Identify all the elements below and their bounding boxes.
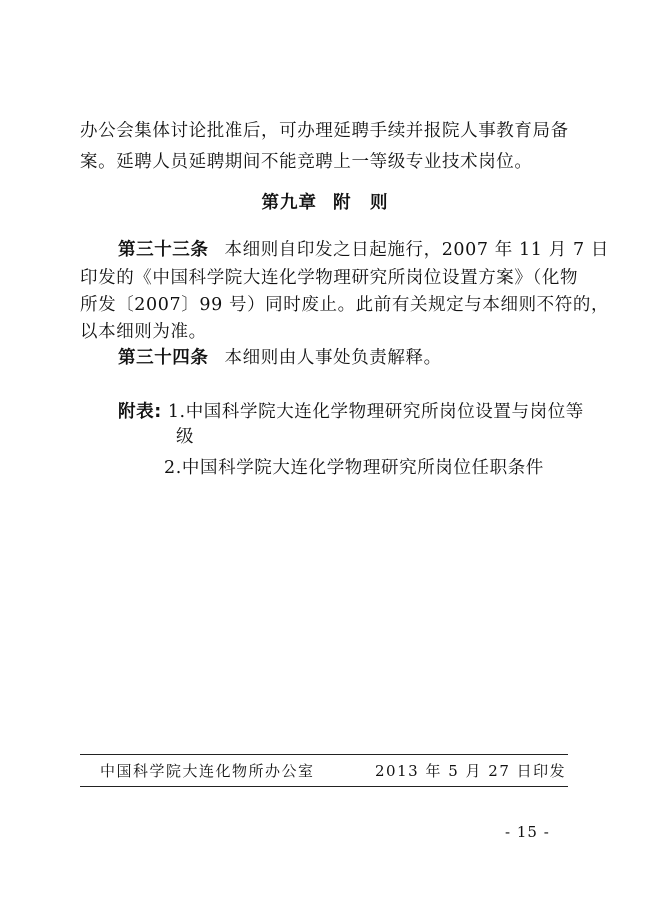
attachment-item-1 [118, 400, 584, 424]
paragraph-line: 办公会集体讨论批准后，可办理延聘手续并报院人事教育局备 [80, 121, 569, 141]
footer-date: 2013 年 5 月 27 日印发 [375, 762, 567, 780]
footer-top-rule [80, 754, 568, 755]
paragraph-line: 案。延聘人员延聘期间不能竞聘上一等级专业技术岗位。 [80, 152, 533, 172]
footer-bottom-rule [80, 786, 568, 787]
article-34-line [118, 346, 442, 370]
article-33-first-line [118, 238, 609, 262]
attachment-item-1-continuation: 级 [176, 427, 195, 447]
attachment-item-2: 2.中国科学院大连化学物理研究所岗位任职条件 [164, 458, 544, 478]
attachment-1-text: 1.中国科学院大连化学物理研究所岗位设置与岗位等 [167, 402, 584, 422]
paragraph-line: 所发〔2007〕99 号）同时废止。此前有关规定与本细则不符的， [80, 295, 610, 315]
paragraph-line: 印发的《中国科学院大连化学物理研究所岗位设置方案》（化物 [80, 268, 579, 288]
footer-issuer: 中国科学院大连化物所办公室 [100, 762, 315, 780]
attachments-label: 附表: [118, 402, 162, 422]
article-34-text: 本细则由人事处负责解释。 [224, 348, 442, 368]
article-33-text: 本细则自印发之日起施行，2007 年 11 月 7 日 [224, 240, 609, 260]
page-number: - 15 - [505, 823, 550, 841]
article-33-label: 第三十三条 [118, 240, 209, 260]
chapter-name: 附 则 [333, 193, 389, 213]
paragraph-line: 以本细则为准。 [80, 322, 207, 342]
chapter-heading [0, 191, 650, 215]
chapter-title: 第九章 [261, 193, 317, 213]
article-34-label: 第三十四条 [118, 348, 209, 368]
